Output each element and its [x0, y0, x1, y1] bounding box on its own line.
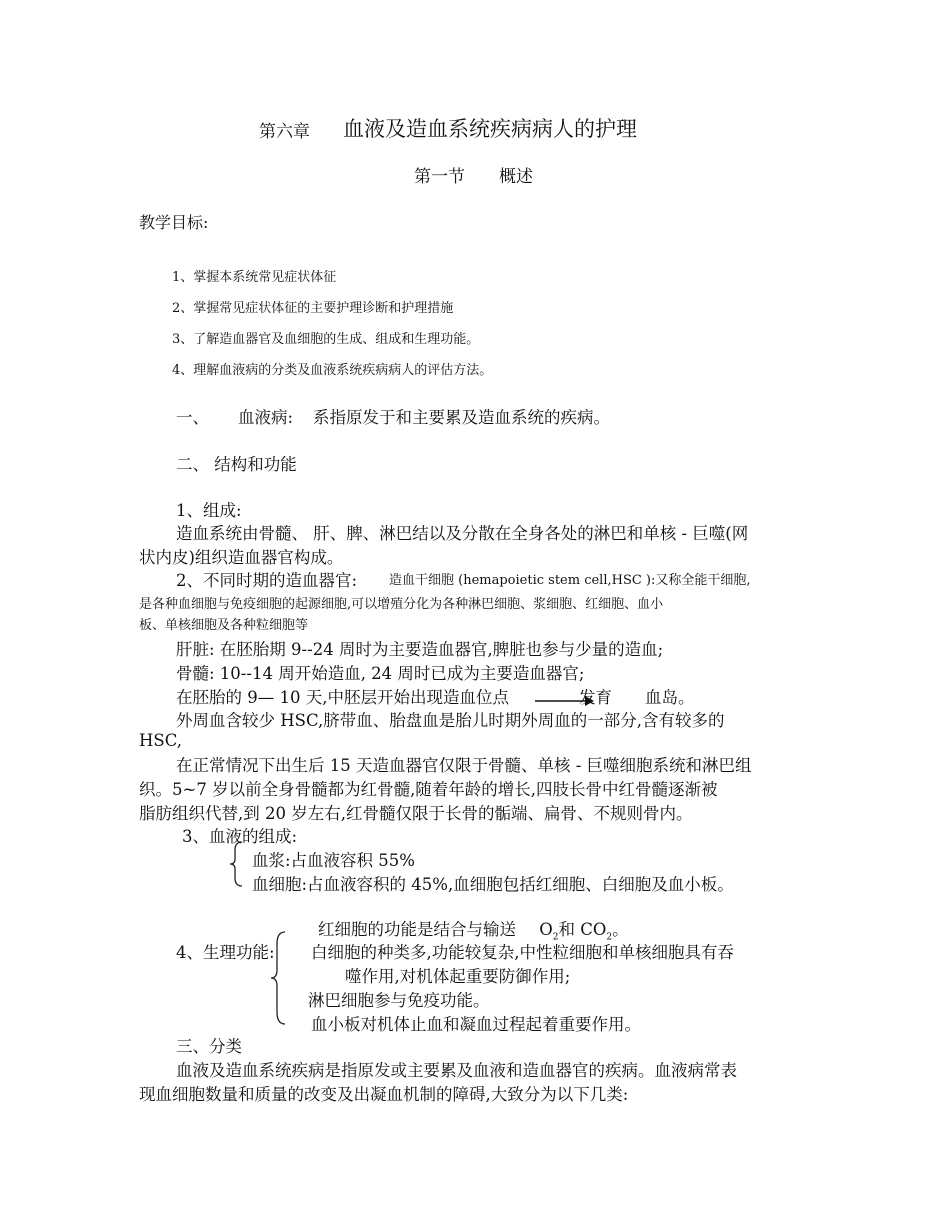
hsc-intro: 造血干细胞 (hemapoietic stem cell,HSC ):又称全能干细胞, [389, 573, 751, 588]
rbc-text: 红细胞的功能是结合与输送 [318, 920, 516, 939]
o2-subscript: 2 [552, 932, 559, 943]
section-1-number: 一、 [176, 408, 209, 427]
plasma-line: 血浆:占血液容积 55% [252, 851, 415, 870]
period-text: 。 [612, 920, 629, 939]
o2-text: O [539, 920, 553, 939]
objective-item: 1、掌握本系统常见症状体征 [172, 270, 337, 285]
classification-line: 血液及造血系统疾病是指原发或主要累及血液和造血器官的疾病。血液病常表 [176, 1061, 737, 1080]
hsc-line: 是各种血细胞与免疫细胞的起源细胞,可以增殖分化为各种淋巴细胞、浆细胞、红细胞、血小 [139, 597, 664, 612]
chapter-number: 第六章 [259, 122, 310, 142]
objective-item: 2、掌握常见症状体征的主要护理诊断和护理措施 [172, 301, 454, 316]
wbc-line: 噬作用,对机体起重要防御作用; [345, 967, 571, 986]
brace-icon [268, 930, 290, 1026]
embryo-line-start: 在胚胎的 9— 10 天,中胚层开始出现造血位点 [176, 688, 509, 707]
section-title: 概述 [499, 167, 533, 187]
classification-line: 现血细胞数量和质量的改变及出凝血机制的障碍,大致分为以下几类: [139, 1085, 629, 1104]
normal-line: 脂肪组织代替,到 20 岁左右,红骨髓仅限于长骨的骺端、扁骨、不规则骨内。 [139, 804, 693, 823]
blood-heading: 3、血液的组成: [182, 827, 298, 846]
platelet-line: 血小板对机体止血和凝血过程起着重要作用。 [311, 1015, 641, 1034]
section-1-term: 血液病: [238, 408, 294, 427]
normal-line: 在正常情况下出生后 15 天造血器官仅限于骨髓、单核 - 巨噬细胞系统和淋巴组 [176, 756, 752, 775]
composition-heading: 1、组成: [176, 501, 242, 520]
peripheral-line: 外周血含较少 HSC,脐带血、胎盘血是胎儿时期外周血的一部分,含有较多的 [176, 711, 725, 730]
composition-line: 造血系统由骨髓、 肝、脾、淋巴结以及分散在全身各处的淋巴和单核 - 巨噬(网 [176, 524, 749, 543]
peripheral-line: HSC, [139, 731, 182, 750]
blood-cells-line: 血细胞:占血液容积的 45%,血细胞包括红细胞、白细胞及血小板。 [252, 875, 734, 894]
objective-item: 4、理解血液病的分类及血液系统疾病病人的评估方法。 [172, 363, 493, 378]
composition-line: 状内皮)组织造血器官构成。 [139, 548, 344, 567]
embryo-line-develop: 发育 [579, 688, 612, 707]
liver-line: 肝脏: 在胚胎期 9--24 周时为主要造血器官,脾脏也参与少量的造血; [176, 640, 664, 659]
section-2-heading: 二、 结构和功能 [176, 455, 297, 474]
objectives-heading: 教学目标: [139, 213, 209, 232]
objective-item: 3、了解造血器官及血细胞的生成、组成和生理功能。 [172, 332, 480, 347]
co2-subscript: 2 [606, 932, 613, 943]
physiology-heading: 4、生理功能: [176, 943, 275, 962]
brace-icon [228, 840, 246, 888]
section-1-definition: 系指原发于和主要累及造血系统的疾病。 [313, 408, 610, 427]
marrow-line: 骨髓: 10--14 周开始造血, 24 周时已成为主要造血器官; [176, 664, 585, 683]
embryo-line-end: 血岛。 [645, 688, 695, 707]
section-number: 第一节 [414, 167, 465, 187]
section-3-heading: 三、分类 [176, 1037, 242, 1056]
hsc-line: 板、单核细胞及各种粒细胞等 [139, 618, 309, 633]
normal-line: 织。5~7 岁以前全身骨髓都为红骨髓,随着年龄的增长,四肢长骨中红骨髓逐渐被 [139, 780, 718, 799]
lymphocyte-line: 淋巴细胞参与免疫功能。 [308, 991, 490, 1010]
co2-text: CO [580, 920, 607, 939]
and-text: 和 [558, 920, 576, 939]
chapter-title: 血液及造血系统疾病病人的护理 [343, 117, 637, 141]
wbc-line: 白细胞的种类多,功能较复杂,中性粒细胞和单核细胞具有吞 [311, 943, 734, 962]
organs-heading: 2、不同时期的造血器官: [176, 571, 358, 590]
